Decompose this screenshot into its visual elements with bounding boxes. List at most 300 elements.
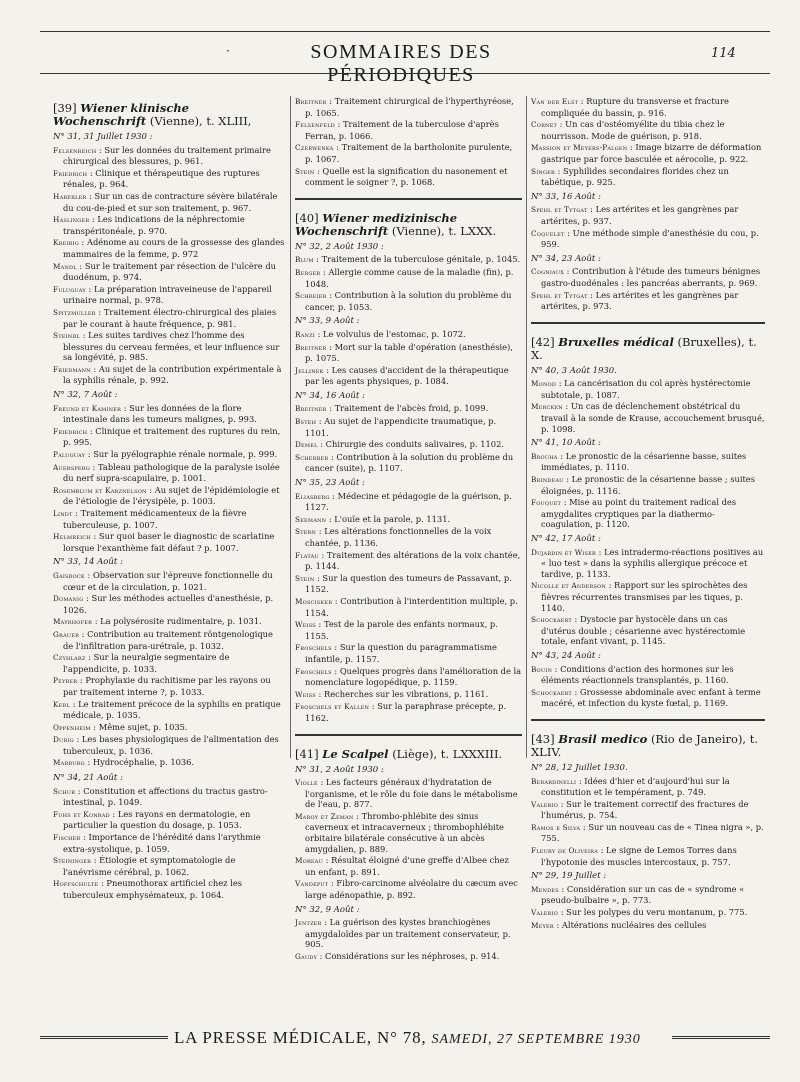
article-author: Bouin xyxy=(531,664,553,674)
article-entry: Weiss : Test de la parole des enfants normaux, p. 1155. xyxy=(295,619,498,641)
article-author: Stein xyxy=(295,573,315,583)
article-title: Les bases physiologiques de l'alimentation des tuberculeux, p. 1036. xyxy=(63,734,279,756)
article-title: Adénome au cours de la grossesse des glandes mammaires de la femme, p. 972 xyxy=(63,237,285,259)
article-author: Fouquet xyxy=(531,498,562,508)
header-bottom-rule xyxy=(40,73,770,74)
article-entry: Friedrich : Clinique et thérapeutique des ruptures rénales, p. 964. xyxy=(53,167,260,190)
article-entry: Oppenheim : Même sujet, p. 1035. xyxy=(53,721,188,732)
issue-date: N° 33, 14 Août : xyxy=(53,557,123,568)
issue-date: N° 34, 21 Août : xyxy=(53,773,123,784)
article-title: Idées d'hier et d'aujourd'hui sur la constitution et le tempérament, p. 749. xyxy=(541,775,730,798)
article-title: Prophylaxie du rachitisme par les rayons ou par traitement interne ?, p. 1033. xyxy=(63,675,271,697)
article-title: Mise au point du traitement radical des amygdalites cryptiques par la diathermo-coagulation, p. 1120. xyxy=(541,497,737,530)
article-author: Valerio xyxy=(531,908,559,918)
journal-heading xyxy=(295,212,522,238)
article-author: Ramos e Silva xyxy=(531,822,581,832)
article-author: Berardinelli xyxy=(531,776,577,786)
article-author: Mayrhofer xyxy=(53,617,93,627)
article-title: Les rayons en dermatologie, en particulier la question du dosage, p. 1053. xyxy=(63,808,251,831)
header-top-rule xyxy=(40,31,770,32)
article-title: Contribution à la solution du problème du cancer, p. 1053. xyxy=(305,290,512,312)
issue-date: N° 34, 23 Août : xyxy=(531,253,601,264)
article-entry: Paluguay : Sur la pyélographie rénale normale, p. 999. xyxy=(53,449,278,460)
article-author: Berger xyxy=(295,267,321,277)
article-entry: Dujardin et Wiser : Les intradermo-réactions positives au « luo test » dans la syphilis allergique précoce et tardive, p. 1133. xyxy=(531,546,764,579)
article-author: Singer xyxy=(531,166,555,176)
article-author: Durig xyxy=(53,735,74,745)
journal-meta: (Vienne), t. XLIII, xyxy=(149,114,252,128)
article-author: Cornet xyxy=(531,120,558,130)
article-entry: Ranzi : Le volvulus de l'estomac, p. 1072. xyxy=(295,328,466,339)
article-title: Test de la parole des enfants normaux, p. 1155. xyxy=(305,619,498,641)
article-entry: Stein : Sur la question des tumeurs de Passavant, p. 1152. xyxy=(295,572,512,595)
journal-meta: (Rio de Janeiro), t. XLIV. xyxy=(531,731,759,759)
article-author: Coquelet xyxy=(531,228,565,238)
article-author: Felsenreich xyxy=(53,145,97,155)
article-author: Mercken xyxy=(531,402,563,412)
article-entry: Moscisker : Contribution à l'interdentition multiple, p. 1154. xyxy=(295,595,518,618)
article-entry: Singer : Syphilides secondaires florides chez un tabétique, p. 925. xyxy=(531,165,729,188)
article-entry: Vandeput : Fibro-carcinome alvéolaire du cæcum avec large adénopathie, p. 892. xyxy=(295,878,518,901)
article-author: Grauer xyxy=(53,629,80,639)
article-entry: Breitner : Mort sur la table d'opération (anesthésie), p. 1075. xyxy=(295,341,513,364)
journal-name: Wiener medizinische Wochenschrift xyxy=(295,210,458,238)
article-author: Steininger xyxy=(53,856,92,866)
article-author: Blum xyxy=(295,255,314,265)
article-title: Les suites tardives chez l'homme des blessures du cerveau fermées, et leur influence sur sa longévité, p. 985. xyxy=(63,330,280,363)
article-author: Spitzmuller xyxy=(53,307,96,317)
article-entry: Haslinger : Les indications de la néphrectomie transpéritonéale, p. 970. xyxy=(53,214,245,236)
article-author: Fuluguay xyxy=(53,284,86,294)
article-author: Flatau xyxy=(295,550,319,560)
article-author: Spehl et Tytgat xyxy=(531,205,588,215)
article-author: Breitner xyxy=(295,97,327,106)
footer-publication: LA PRESSE MÉDICALE, N° xyxy=(174,1028,398,1047)
article-title: Un cas de déclenchement obstétrical du travail à la sonde de Krause, accouchement brusqué, p. 1098. xyxy=(541,401,765,434)
journal-separator xyxy=(531,719,765,721)
article-title: Thrombo-phlébite des sinus caverneux et intracaverneux ; thrombophlébite orbitaire bilatérale consécutive à un abcès amygdalien, p. 889. xyxy=(305,810,504,854)
article-author: Vandeput xyxy=(295,879,329,889)
article-title: Sur la pyélographie rénale normale, p. 999. xyxy=(93,449,278,460)
article-title: Sur un nouveau cas de « Tinea nigra », p. 755. xyxy=(541,821,764,844)
article-title: Sur quoi baser le diagnostic de scarlatine lorsque l'exanthème fait défaut ? p. 1007. xyxy=(63,531,275,553)
footer-text xyxy=(174,1028,668,1048)
article-author: Spehl et Tytgat xyxy=(531,290,588,300)
article-author: Oppenheim xyxy=(53,722,91,732)
article-entry: Gaisbock : Observation sur l'épreuve fonctionnelle du cœur et de la circulation, p. 1021. xyxy=(53,569,273,592)
article-author: Froschels xyxy=(295,666,332,676)
article-author: Mendes xyxy=(531,884,559,894)
article-title: Tableau pathologique de la paralysie isolée du nerf supra-scapulaire, p. 1001. xyxy=(63,461,280,484)
article-entry: Friedmann : Au sujet de la contribution expérimentale à la syphilis rénale, p. 992. xyxy=(53,363,282,386)
issue-date: N° 32, 2 Août 1930 : xyxy=(295,241,384,252)
article-author: Cogniaux xyxy=(531,267,565,277)
article-title: Les artérites et les gangrènes par artérites, p. 973. xyxy=(541,289,739,312)
article-title: Observation sur l'épreuve fonctionnelle du cœur et de la circulation, p. 1021. xyxy=(63,569,273,592)
article-entry: Cornet : Un cas d'ostéomyélite du tibia chez le nourrisson. Mode de guérison, p. 918. xyxy=(531,119,725,141)
article-entry: Stein : Quelle est la signification du nasonement et comment le soigner ?, p. 1068. xyxy=(295,165,508,188)
article-entry: Schur : Constitution et affections du tractus gastro-intestinal, p. 1049. xyxy=(53,785,268,808)
article-title: Traitement de la tuberculose génitale, p. 1045. xyxy=(321,254,521,265)
article-entry: Ramos e Silva : Sur un nouveau cas de « Tinea nigra », p. 755. xyxy=(531,821,764,844)
article-author: Schreier xyxy=(295,291,327,301)
article-author: Bsteh xyxy=(295,417,317,427)
column-divider-1 xyxy=(290,96,291,758)
article-title: Sur la question des tumeurs de Passavant, p. 1152. xyxy=(305,572,512,595)
article-title: Clinique et thérapeutique des ruptures rénales, p. 964. xyxy=(63,167,260,190)
article-author: Mabburg xyxy=(53,758,85,768)
article-title: Une méthode simple d'anesthésie du cou, p. 959. xyxy=(541,227,759,250)
article-entry: Helmreich : Sur quoi baser le diagnostic de scarlatine lorsque l'exanthème fait défaut ? p. 1007. xyxy=(53,531,275,553)
article-author: Dujardin et Wiser xyxy=(531,547,597,557)
article-entry: Froschels : Sur la question du paragrammatisme infantile, p. 1157. xyxy=(295,642,497,664)
page-title: SOMMAIRES DES PÉRIODIQUES xyxy=(310,41,492,86)
article-title: Au sujet de la contribution expérimentale à la syphilis rénale, p. 992. xyxy=(63,363,282,386)
article-title: Considérations sur les néphroses, p. 914. xyxy=(325,951,500,961)
issue-date: N° 33, 16 Août : xyxy=(531,191,601,202)
article-entry: Bouin : Conditions d'action des hormones sur les éléments réactionnels transplantés, p. 1160. xyxy=(531,663,734,686)
footer-date: SAMEDI, 27 SEPTEMBRE 1930 xyxy=(431,1032,641,1047)
article-entry: Czerwenka : Traitement de la bartholonite purulente, p. 1067. xyxy=(295,142,513,164)
journal-number: [39] xyxy=(53,101,81,115)
article-entry: Valerio : Sur le traitement correctif des fractures de l'humérus, p. 754. xyxy=(531,798,749,821)
article-author: Haslinger xyxy=(53,215,90,225)
article-entry: Freund et Kaminer : Sur les données de la flore intestinale dans les tumeurs malignes, p. 993. xyxy=(53,402,257,425)
journal-meta: (Liège), t. LXXXIII. xyxy=(392,746,503,761)
article-entry: Mercken : Un cas de déclenchement obstétrical du travail à la sonde de Krause, accouchement brusqué, p. 1098. xyxy=(531,401,765,434)
journal-separator xyxy=(531,322,765,324)
article-entry: Fleury de Oliveira : Le signe de Lemos Torres dans l'hypotonie des muscles intercostaux, p. 757. xyxy=(531,845,737,867)
article-title: Mort sur la table d'opération (anesthésie), p. 1075. xyxy=(305,341,513,364)
article-entry: Jentzer : La guérison des kystes branchiogènes amygdaloïdes par un traitement conservateur, p. 905. xyxy=(295,917,511,950)
issue-date: N° 42, 17 Août : xyxy=(531,534,601,544)
article-title: Contribution à l'interdentition multiple, p. 1154. xyxy=(305,595,518,618)
article-author: Gaisbock xyxy=(53,570,85,580)
article-title: Traitement chirurgical de l'hyperthyréose, p. 1065. xyxy=(305,96,514,118)
article-entry: Peyrer : Prophylaxie du rachitisme par les rayons ou par traitement interne ?, p. 1033. xyxy=(53,675,271,697)
article-author: Helmreich xyxy=(53,532,91,542)
journal-separator xyxy=(295,734,522,736)
issue-date: N° 40, 3 Août 1930. xyxy=(531,365,617,376)
article-entry: Fuhs et Konrad : Les rayons en dermatologie, en particulier la question du dosage, p. 1053. xyxy=(53,808,251,831)
article-entry: Lindt : Traitement médicamenteux de la fièvre tuberculeuse, p. 1007. xyxy=(53,508,247,530)
article-title: Contribution à la solution du problème du cancer (suite), p. 1107. xyxy=(305,451,514,474)
article-entry: Durig : Les bases physiologiques de l'alimentation des tuberculeux, p. 1036. xyxy=(53,734,279,756)
article-entry: Stern : Les altérations fonctionnelles de la voix chantée, p. 1136. xyxy=(295,526,492,548)
article-author: Auersperg xyxy=(53,462,90,472)
article-title: Sur le traitement par résection de l'ulcère du duodénum, p. 974. xyxy=(63,260,276,283)
article-entry: Scherber : Contribution à la solution du problème du cancer (suite), p. 1107. xyxy=(295,451,514,474)
page-number: 114 xyxy=(711,46,736,61)
column-1 xyxy=(53,96,285,902)
article-entry: Felsenfeld : Traitement de la tuberculose d'après Ferran, p. 1066. xyxy=(295,119,499,141)
article-title: Traitement de la tuberculose d'après Ferran, p. 1066. xyxy=(305,119,499,141)
article-author: Fuhs et Konrad xyxy=(53,809,110,819)
journal-name: Bruxelles médical xyxy=(558,334,674,349)
article-title: Allergie comme cause de la maladie (fin), p. 1048. xyxy=(305,266,514,289)
article-title: Les causes d'accident de la thérapeutique par les agents physiques, p. 1084. xyxy=(305,364,509,387)
page-footer xyxy=(40,1028,770,1050)
article-entry: Kerl : Le traitement précoce de la syphilis en pratique médicale, p. 1035. xyxy=(53,698,281,721)
article-author: Schockaert xyxy=(531,615,572,625)
article-author: Czyhlarz xyxy=(53,653,86,663)
article-title: La polysérosite rudimentaire, p. 1031. xyxy=(100,616,262,627)
article-author: Moscisker xyxy=(295,596,333,606)
article-title: Importance de l'hérédité dans l'arythmie extra-systolique, p. 1059. xyxy=(63,832,261,854)
article-entry: Van der Elst : Rupture du transverse et fracture compliquée du bassin, p. 916. xyxy=(531,96,729,118)
article-entry: Haberler : Sur un cas de contracture sévère bilatérale du cou-de-pied et sur son traitement, p. 967. xyxy=(53,190,278,213)
article-entry: Fuluguay : La préparation intraveineuse de l'appareil urinaire normal, p. 978. xyxy=(53,283,272,306)
article-author: Weiss xyxy=(295,689,316,699)
article-title: La préparation intraveineuse de l'appareil urinaire normal, p. 978. xyxy=(63,283,272,306)
article-title: Hydrocéphalie, p. 1036. xyxy=(92,757,195,768)
article-entry: Brindeau : Le pronostic de la césarienne basse ; suites éloignées, p. 1116. xyxy=(531,474,755,496)
article-author: Nicolle et Anderson xyxy=(531,581,606,591)
article-author: Stern xyxy=(295,527,317,537)
article-author: Meyer xyxy=(531,920,554,930)
article-title: Sur les méthodes actuelles d'anesthésie, p. 1026. xyxy=(63,593,274,615)
article-entry: Czyhlarz : Sur la neuralgie segmentaire de l'appendicite, p. 1033. xyxy=(53,652,230,674)
article-title: Constitution et affections du tractus gastro-intestinal, p. 1049. xyxy=(63,785,268,808)
article-entry: Steininger : Étiologie et symptomatologie de l'anévrisme cérébral, p. 1062. xyxy=(53,855,236,877)
article-title: Image bizarre de déformation gastrique par force basculée et aérocolie, p. 922. xyxy=(541,142,762,164)
article-author: Moreau xyxy=(295,856,324,866)
article-entry: Weiss : Recherches sur les vibrations, p. 1161. xyxy=(295,688,489,699)
article-title: Le signe de Lemos Torres dans l'hypotonie des muscles intercostaux, p. 757. xyxy=(541,845,737,867)
article-title: Étiologie et symptomatologie de l'anévrisme cérébral, p. 1062. xyxy=(63,855,236,877)
article-title: Les indications de la néphrectomie transpéritonéale, p. 970. xyxy=(63,214,245,236)
article-author: Brouha xyxy=(531,451,558,461)
article-entry: Mabburg : Hydrocéphalie, p. 1036. xyxy=(53,757,195,768)
article-title: Les intradermo-réactions positives au « luo test » dans la syphilis allergique précoce et tardive, p. 1133. xyxy=(541,546,764,579)
article-title: Un cas d'ostéomyélite du tibia chez le nourrisson. Mode de guérison, p. 918. xyxy=(541,119,725,141)
article-title: Sur les données de la flore intestinale dans les tumeurs malignes, p. 993. xyxy=(63,402,257,425)
article-author: Friedrich xyxy=(53,168,88,178)
issue-date: N° 33, 9 Août : xyxy=(295,316,360,327)
article-title: Contribution au traitement röntgenologique de l'infiltration para-urétrale, p. 1032. xyxy=(63,628,273,651)
article-entry: Bsteh : Au sujet de l'appendicite traumatique, p. 1101. xyxy=(295,416,497,438)
article-title: Traitement électro-chirurgical des plaies par le courant à haute fréquence, p. 981. xyxy=(63,306,277,329)
article-title: Fibro-carcinome alvéolaire du cæcum avec large adénopathie, p. 892. xyxy=(305,878,518,901)
article-entry: Nicolle et Anderson : Rapport sur les spirochètes des fièvres récurrentes transmises par les tiques, p. 1140. xyxy=(531,580,748,613)
article-author: Friedmann xyxy=(53,364,91,374)
article-author: Valerio xyxy=(531,799,559,809)
article-title: Le traitement précoce de la syphilis en pratique médicale, p. 1035. xyxy=(63,698,281,721)
article-title: Altérations nucléaires des cellules xyxy=(561,919,707,930)
article-author: Paluguay xyxy=(53,450,86,460)
article-author: Kreibig xyxy=(53,238,79,248)
article-title: Sur un cas de contracture sévère bilatérale du cou-de-pied et sur son traitement, p. 967. xyxy=(63,190,278,213)
article-entry: Felsenreich : Sur les données du traitement primaire chirurgical des blessures, p. 961. xyxy=(53,144,271,167)
journal-meta: (Bruxelles), t. X. xyxy=(531,334,757,362)
article-author: Steindl xyxy=(53,331,81,341)
article-entry: Kreibig : Adénome au cours de la grossesse des glandes mammaires de la femme, p. 972 xyxy=(53,237,285,259)
article-entry: Schockaert : Dystocie par hystocèle dans un cas d'utérus double ; césarienne avec hystérectomie totale, enfant vivant, p. 1145. xyxy=(531,614,746,647)
article-author: Fleury de Oliveira xyxy=(531,846,598,856)
article-title: L'ouïe et la parole, p. 1131. xyxy=(334,513,451,524)
article-title: Les artérites et les gangrènes par artérites, p. 937. xyxy=(541,204,739,226)
article-title: Sur la neuralgie segmentaire de l'appendicite, p. 1033. xyxy=(63,652,230,674)
article-author: Van der Elst xyxy=(531,97,579,106)
article-author: Lindt xyxy=(53,509,73,518)
article-author: Breitner xyxy=(295,342,327,352)
article-author: Breitner xyxy=(295,404,327,414)
article-entry: Viollé : Les facteurs généraux d'hydratation de l'organisme, et le rôle du foie dans le métabolisme de l'eau, p. 877. xyxy=(295,777,518,810)
article-author: Eliasberg xyxy=(295,491,330,501)
journal-meta: (Vienne), t. LXXX. xyxy=(391,223,497,238)
journal-number: [40] xyxy=(295,210,323,225)
header-bullet: · xyxy=(226,44,230,58)
issue-date: N° 32, 7 Août : xyxy=(53,390,118,401)
article-entry: Jellinek : Les causes d'accident de la thérapeutique par les agents physiques, p. 1084. xyxy=(295,364,509,387)
article-author: Rosemblum et Karznelson xyxy=(53,485,147,495)
article-entry: Spehl et Tytgat : Les artérites et les gangrènes par artérites, p. 937. xyxy=(531,204,739,226)
article-title: Même sujet, p. 1035. xyxy=(98,721,188,732)
article-title: Au sujet de l'épidémiologie et de l'étiologie de l'érysipèle, p. 1003. xyxy=(63,484,280,507)
article-entry: Mendes : Considération sur un cas de « syndrome « pseudo-bulbaire », p. 773. xyxy=(531,883,745,906)
article-author: Haberler xyxy=(53,191,87,201)
article-title: Le pronostic de la césarienne basse, suites immédiates, p. 1110. xyxy=(541,450,747,473)
article-entry: Schreier : Contribution à la solution du problème du cancer, p. 1053. xyxy=(295,290,512,312)
article-title: Contribution à l'étude des tumeurs bénignes gastro-duodénales : les pancréas aberrants, p. 969. xyxy=(541,266,761,288)
article-entry: Flatau : Traitement des altérations de la voix chantée, p. 1144. xyxy=(295,549,521,572)
article-entry: Coquelet : Une méthode simple d'anesthésie du cou, p. 959. xyxy=(531,227,759,250)
article-title: Rupture du transverse et fracture compliquée du bassin, p. 916. xyxy=(541,96,729,118)
article-title: Sur les données du traitement primaire chirurgical des blessures, p. 961. xyxy=(63,144,271,167)
journal-name: Wiener klinische Wochenschrift xyxy=(53,101,189,128)
article-entry: Fouquet : Mise au point du traitement radical des amygdalites cryptiques par la diathermo-coagulation, p. 1120. xyxy=(531,497,737,530)
article-title: Quelle est la signification du nasonement et comment le soigner ?, p. 1068. xyxy=(305,165,508,188)
article-title: Clinique et traitement des ruptures du rein, p. 995. xyxy=(63,425,281,448)
article-author: Czerwenka xyxy=(295,143,334,153)
footer-rule-right xyxy=(672,1036,770,1039)
article-author: Stein xyxy=(295,166,315,176)
article-author: Gaudy xyxy=(295,952,317,961)
article-title: Considération sur un cas de « syndrome « pseudo-bulbaire », p. 773. xyxy=(541,883,745,906)
article-title: Recherches sur les vibrations, p. 1161. xyxy=(323,688,489,699)
article-author: Weiss xyxy=(295,620,316,630)
article-entry: Demel : Chirurgie des conduits salivaires, p. 1102. xyxy=(295,439,504,450)
article-entry: Brouha : Le pronostic de la césarienne basse, suites immédiates, p. 1110. xyxy=(531,450,747,473)
journal-number: [42] xyxy=(531,334,559,349)
article-author: Viollé xyxy=(295,778,318,788)
article-title: Au sujet de l'appendicite traumatique, p. 1101. xyxy=(305,416,497,438)
article-author: Peyrer xyxy=(53,676,78,686)
article-entry: Berger : Allergie comme cause de la maladie (fin), p. 1048. xyxy=(295,266,514,289)
article-entry: Fischer : Importance de l'hérédité dans l'arythmie extra-systolique, p. 1059. xyxy=(53,832,261,854)
article-author: Seemann xyxy=(295,514,327,524)
article-entry: Seemann : L'ouïe et la parole, p. 1131. xyxy=(295,513,451,524)
article-title: Les altérations fonctionnelles de la voix chantée, p. 1136. xyxy=(305,526,492,548)
article-title: Dystocie par hystocèle dans un cas d'utérus double ; césarienne avec hystérectomie totale, enfant vivant, p. 1145. xyxy=(541,614,746,647)
journal-name: Le Scalpel xyxy=(322,746,389,761)
article-title: La cancérisation du col après hystérectomie subtotale, p. 1087. xyxy=(541,378,751,400)
article-title: Traitement des altérations de la voix chantée, p. 1144. xyxy=(305,549,521,572)
article-entry: Blum : Traitement de la tuberculose génitale, p. 1045. xyxy=(295,254,521,265)
article-entry: Monod : La cancérisation du col après hystérectomie subtotale, p. 1087. xyxy=(531,378,751,400)
article-title: Pneumothorax artificiel chez les tuberculeux emphysémateux, p. 1064. xyxy=(63,878,243,900)
journal-heading xyxy=(295,748,522,761)
article-author: Friedrich xyxy=(53,426,88,436)
journal-number: [43] xyxy=(531,731,559,746)
article-entry: Gaudy : Considérations sur les néphroses, p. 914. xyxy=(295,951,500,961)
column-2 xyxy=(295,96,522,964)
article-entry: Breitner : Traitement de l'abcès froid, p. 1099. xyxy=(295,403,489,414)
issue-date: N° 32, 9 Août : xyxy=(295,904,360,915)
article-entry: Maroy et Zeman : Thrombo-phlébite des sinus caverneux et intracaverneux ; thrombophlébite orbitaire bilatérale consécutive à un abcès amygdalien, p. 889. xyxy=(295,810,504,854)
journal-heading xyxy=(531,733,765,759)
journal-heading xyxy=(53,102,285,128)
article-title: Le volvulus de l'estomac, p. 1072. xyxy=(323,328,466,339)
issue-date: N° 35, 23 Août : xyxy=(295,478,365,489)
article-author: Fischer xyxy=(53,833,81,843)
article-title: La guérison des kystes branchiogènes amygdaloïdes par un traitement conservateur, p. 905. xyxy=(305,917,511,950)
column-3 xyxy=(531,96,765,932)
article-author: Demel xyxy=(295,440,318,450)
article-author: Schur xyxy=(53,786,76,796)
issue-date: N° 28, 12 Juillet 1930. xyxy=(531,762,628,773)
journal-separator xyxy=(295,198,522,200)
article-author: Brindeau xyxy=(531,475,564,485)
article-author: Froschels et Kallen xyxy=(295,702,370,712)
article-entry: Valerio : Sur les polypes du veru montanum, p. 775. xyxy=(531,907,748,918)
issue-date: N° 41, 10 Août : xyxy=(531,438,601,449)
article-author: Massion et Meyers-Palgen xyxy=(531,143,628,153)
article-title: Traitement de la bartholonite purulente, p. 1067. xyxy=(305,142,513,164)
article-author: Domanig xyxy=(53,594,84,604)
column-divider-2 xyxy=(526,96,527,758)
issue-date: N° 29, 19 Juillet : xyxy=(531,871,607,882)
article-title: Médecine et pédagogie de la guérison, p. 1127. xyxy=(305,490,512,513)
article-entry: Berardinelli : Idées d'hier et d'aujourd'hui sur la constitution et le tempérament, p. 749. xyxy=(531,775,730,798)
article-title: Traitement de l'abcès froid, p. 1099. xyxy=(334,403,489,414)
article-entry: Breitner : Traitement chirurgical de l'hyperthyréose, p. 1065. xyxy=(295,96,514,118)
article-author: Felsenfeld xyxy=(295,120,335,130)
journal-number: [41] xyxy=(295,746,323,761)
article-title: Grossesse abdominale avec enfant à terme macéré, et infection du kyste fœtal, p. 1169. xyxy=(541,686,761,709)
article-entry: Mandl : Sur le traitement par résection de l'ulcère du duodénum, p. 974. xyxy=(53,260,276,283)
article-author: Hoffschulte xyxy=(53,879,99,889)
article-author: Froschels xyxy=(295,643,332,653)
article-entry: Schockaert : Grossesse abdominale avec enfant à terme macéré, et infection du kyste fœtal, p. 1169. xyxy=(531,686,761,709)
article-title: Les facteurs généraux d'hydratation de l'organisme, et le rôle du foie dans le métabolisme de l'eau, p. 877. xyxy=(305,777,518,810)
article-entry: Rosemblum et Karznelson : Au sujet de l'épidémiologie et de l'étiologie de l'érysipèle, p. 1003. xyxy=(53,484,280,507)
article-title: Traitement médicamenteux de la fièvre tuberculeuse, p. 1007. xyxy=(63,508,247,530)
article-title: Résultat éloigné d'une greffe d'Albee chez un enfant, p. 891. xyxy=(305,855,509,877)
issue-date: N° 31, 2 Août 1930 : xyxy=(295,764,384,775)
article-entry: Steindl : Les suites tardives chez l'homme des blessures du cerveau fermées, et leur influence sur sa longévité, p. 985. xyxy=(53,330,280,363)
issue-date: N° 31, 31 Juillet 1930 : xyxy=(53,132,153,142)
article-entry: Froschels et Kallen : Sur la paraphrase précepte, p. 1162. xyxy=(295,701,507,723)
footer-rule-left xyxy=(40,1036,168,1039)
article-entry: Mayrhofer : La polysérosite rudimentaire, p. 1031. xyxy=(53,616,262,627)
article-entry: Auersperg : Tableau pathologique de la paralysie isolée du nerf supra-scapulaire, p. 1001. xyxy=(53,461,280,484)
article-title: Sur le traitement correctif des fractures de l'humérus, p. 754. xyxy=(541,798,749,821)
article-author: Jellinek xyxy=(295,365,324,375)
article-title: Quelques progrès dans l'amélioration de la nomenclature logopédique, p. 1159. xyxy=(305,665,522,688)
issue-date: N° 43, 24 Août : xyxy=(531,650,601,661)
issue-date: N° 34, 16 Août : xyxy=(295,390,365,401)
article-entry: Cogniaux : Contribution à l'étude des tumeurs bénignes gastro-duodénales : les pancréas aberrants, p. 969. xyxy=(531,266,761,288)
article-title: Sur la question du paragrammatisme infantile, p. 1157. xyxy=(305,642,497,664)
article-entry: Massion et Meyers-Palgen : Image bizarre de déformation gastrique par force basculée et aérocolie, p. 922. xyxy=(531,142,762,164)
article-entry: Spehl et Tytgat : Les artérites et les gangrènes par artérites, p. 973. xyxy=(531,289,739,312)
article-title: Conditions d'action des hormones sur les éléments réactionnels transplantés, p. 1160. xyxy=(541,663,734,686)
article-title: Rapport sur les spirochètes des fièvres récurrentes transmises par les tiques, p. 1140. xyxy=(541,580,748,613)
article-title: Sur la paraphrase précepte, p. 1162. xyxy=(305,701,507,723)
journal-name: Brasil medico xyxy=(558,731,648,746)
article-entry: Spitzmuller : Traitement électro-chirurgical des plaies par le courant à haute fréquence, p. 981. xyxy=(53,306,277,329)
